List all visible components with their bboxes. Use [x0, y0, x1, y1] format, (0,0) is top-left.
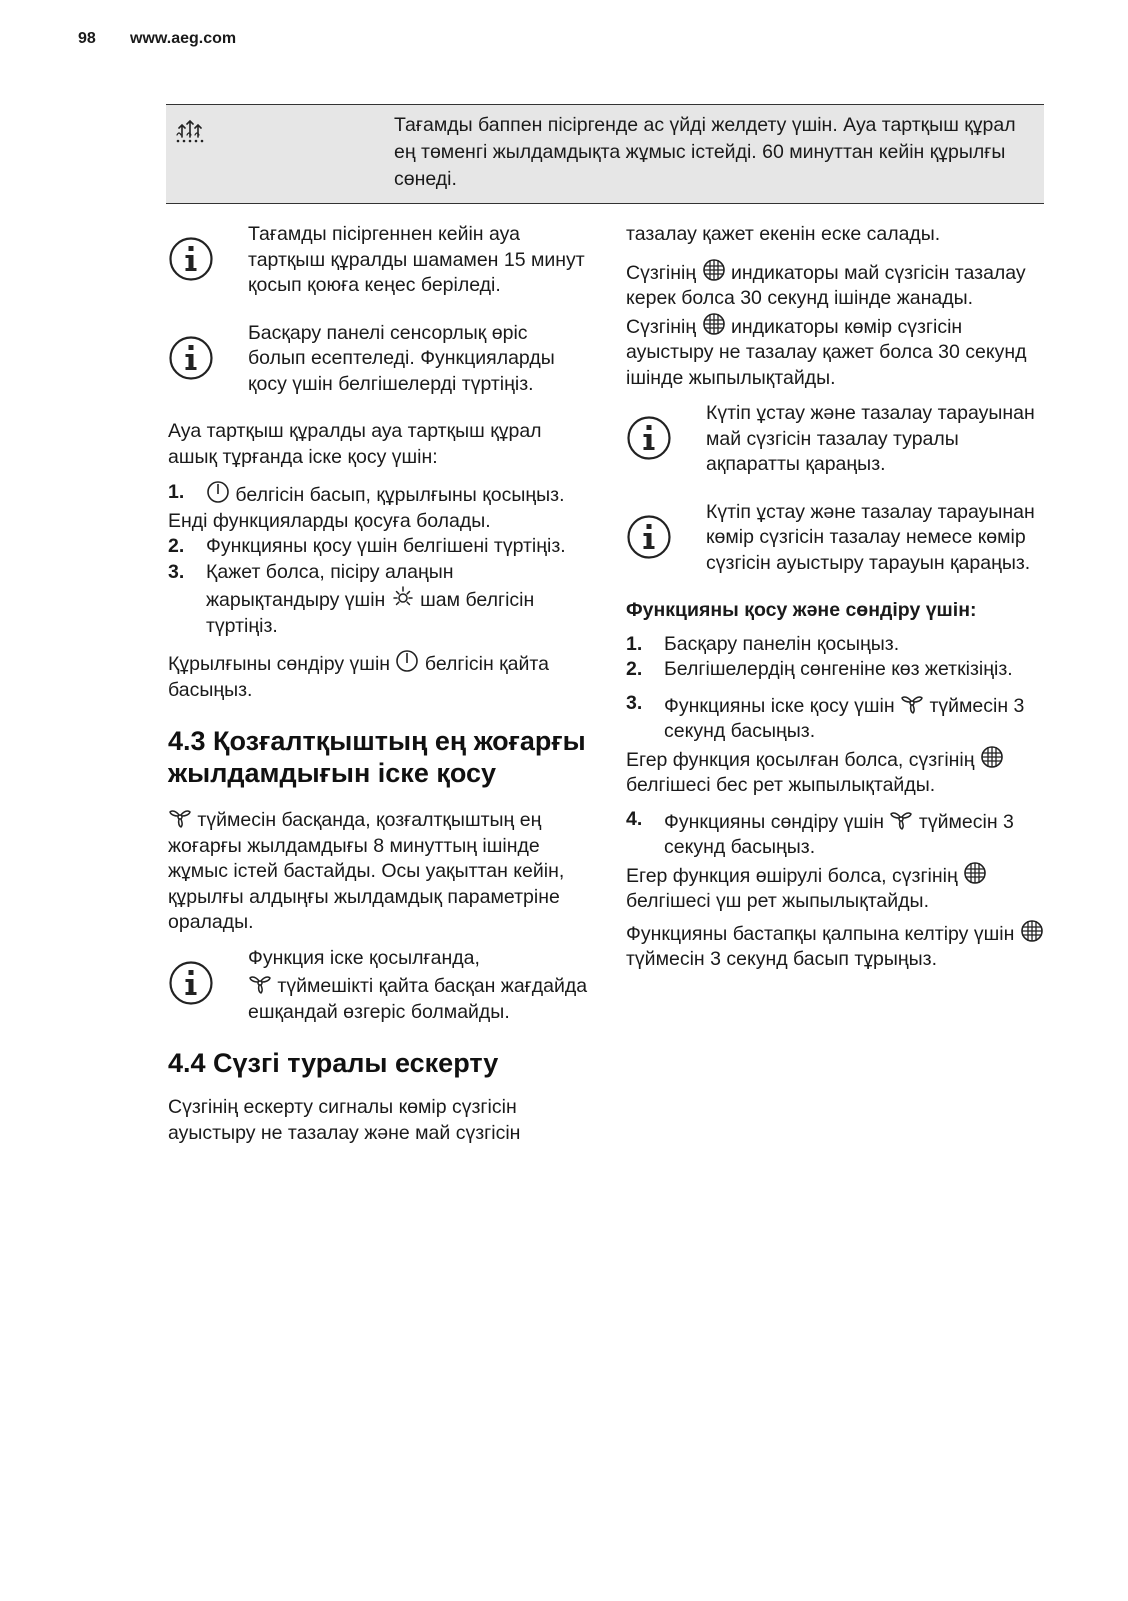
info-icon	[626, 415, 672, 461]
steps-list	[168, 534, 588, 639]
info-icon	[168, 960, 214, 1006]
left-column	[168, 222, 588, 1146]
list-item: 1. белгісін басып, құрылғыны қосыңыз.	[168, 481, 565, 506]
steps-list	[626, 807, 1044, 861]
filter-paragraph: Сүзгінің ескерту сигналы көмір сүзгісін ауыстыру не тазалау және май сүзгісін	[168, 1096, 521, 1144]
light-icon	[391, 585, 415, 609]
fan-icon	[889, 807, 913, 831]
filter-indicator-paragraph: Сүзгінің индикаторы май сүзгісін тазалау керек болса 30 секунд ішінде жанады. Сүзгінің индикаторы көмір сүзгісін ауыстыру не тазалау қажет болса 30 секунд ішінде жыпылықтайды.	[626, 258, 1044, 392]
list-item: 4. Функцияны сөндіру үшін түймесін 3 секунд басыңыз.	[626, 807, 1014, 858]
function-table-row	[166, 104, 1044, 204]
list-item: 3. Функцияны іске қосу үшін түймесін 3 секунд басыңыз.	[626, 691, 1025, 742]
section-heading-4-3: 4.3 Қозғалтқыштың ең жоғарғы жылдамдығын іске қосу	[168, 726, 586, 788]
intro-paragraph: Ауа тартқыш құралды ауа тартқыш құрал ашық тұрғанда іске қосу үшін:	[168, 420, 542, 468]
power-icon	[206, 480, 230, 504]
filter-icon	[1020, 919, 1044, 943]
boost-paragraph: түймесін басқанда, қозғалтқыштың ең жоғарғы жылдамдығы 8 минуттың ішінде жұмыс істей бастайды. Осы уақыттан кейін, құрылғы алдыңғы жылдамдық параметріне оралады.	[168, 805, 588, 936]
site-url: www.aeg.com	[130, 30, 237, 47]
after-step1: Енді функцияларды қосуға болады.	[168, 509, 491, 532]
on-paragraph: Егер функция қосылған болса, сүзгінің белгішесі бес рет жыпылықтайды.	[626, 745, 1044, 799]
turn-off-paragraph: Құрылғыны сөндіру үшін белгісін қайта басыңыз.	[168, 649, 588, 703]
filter-icon	[702, 312, 726, 336]
filter-icon	[702, 258, 726, 282]
list-item: 2. Функцияны қосу үшін белгішені түртіңіз.	[168, 535, 566, 557]
reset-paragraph: Функцияны бастапқы қалпына келтіру үшін түймесін 3 секунд басып тұрыңыз.	[626, 919, 1044, 973]
list-item: 2. Белгішелердің сөнгеніне көз жеткізіңіз.	[626, 658, 1013, 680]
section-heading-4-4: 4.4 Сүзгі туралы ескерту	[168, 1048, 499, 1078]
page-number: 98	[78, 30, 96, 47]
note-text: Тағамды пісіргеннен кейін ауа тартқыш құралды шамамен 15 минут қосып қоюға кеңес беріледі.	[248, 223, 585, 296]
info-note	[168, 946, 588, 1026]
info-icon	[168, 335, 214, 381]
breeze-mode-icon	[174, 117, 206, 145]
fan-icon	[168, 805, 192, 829]
list-item: 3. Қажет болса, пісіру алаңын жарықтандыру үшін шам белгісін түртіңіз.	[168, 560, 535, 637]
info-note	[168, 222, 588, 299]
right-column	[626, 222, 1044, 973]
note-text: Функция іске қосылғанда, түймешікті қайта басқан жағдайда ешқандай өзгеріс болмайды.	[248, 946, 588, 1023]
info-note	[626, 500, 1044, 577]
filter-icon	[980, 745, 1004, 769]
info-icon	[168, 236, 214, 282]
continued-text: тазалау қажет екенін еске салады.	[626, 223, 941, 245]
steps-list	[168, 480, 588, 509]
filter-icon	[963, 861, 987, 885]
note-text: Күтіп ұстау және тазалау тарауынан май сүзгісін тазалау туралы ақпаратты қараңыз.	[706, 402, 1035, 475]
info-icon	[626, 514, 672, 560]
note-text: Басқару панелі сенсорлық өріс болып есептеледі. Функцияларды қосу үшін белгішелерді түртіңіз.	[248, 321, 555, 395]
list-item: 1. Басқару панелін қосыңыз.	[626, 632, 900, 655]
note-text: Күтіп ұстау және тазалау тарауынан көмір сүзгісін тазалау немесе көмір сүзгісін ауыстыру тарауын қараңыз.	[706, 500, 1035, 574]
subheading: Функцияны қосу және сөндіру үшін:	[626, 599, 977, 621]
info-note	[168, 321, 588, 398]
info-note	[626, 401, 1044, 478]
off-paragraph: Егер функция өшірулі болса, сүзгінің белгішесі үш рет жыпылықтайды.	[626, 861, 1044, 915]
fan-icon	[248, 971, 272, 995]
fan-icon	[900, 691, 924, 715]
power-icon	[395, 649, 419, 673]
steps-list	[626, 632, 1044, 745]
page-header	[78, 30, 236, 48]
table-row-text: Тағамды баппен пісіргенде ас үйді желдету үшін. Ауа тартқыш құрал ең төменгі жылдамдықта жұмыс істейді. 60 минуттан кейін құрылғы сөнеді.	[394, 114, 1016, 190]
